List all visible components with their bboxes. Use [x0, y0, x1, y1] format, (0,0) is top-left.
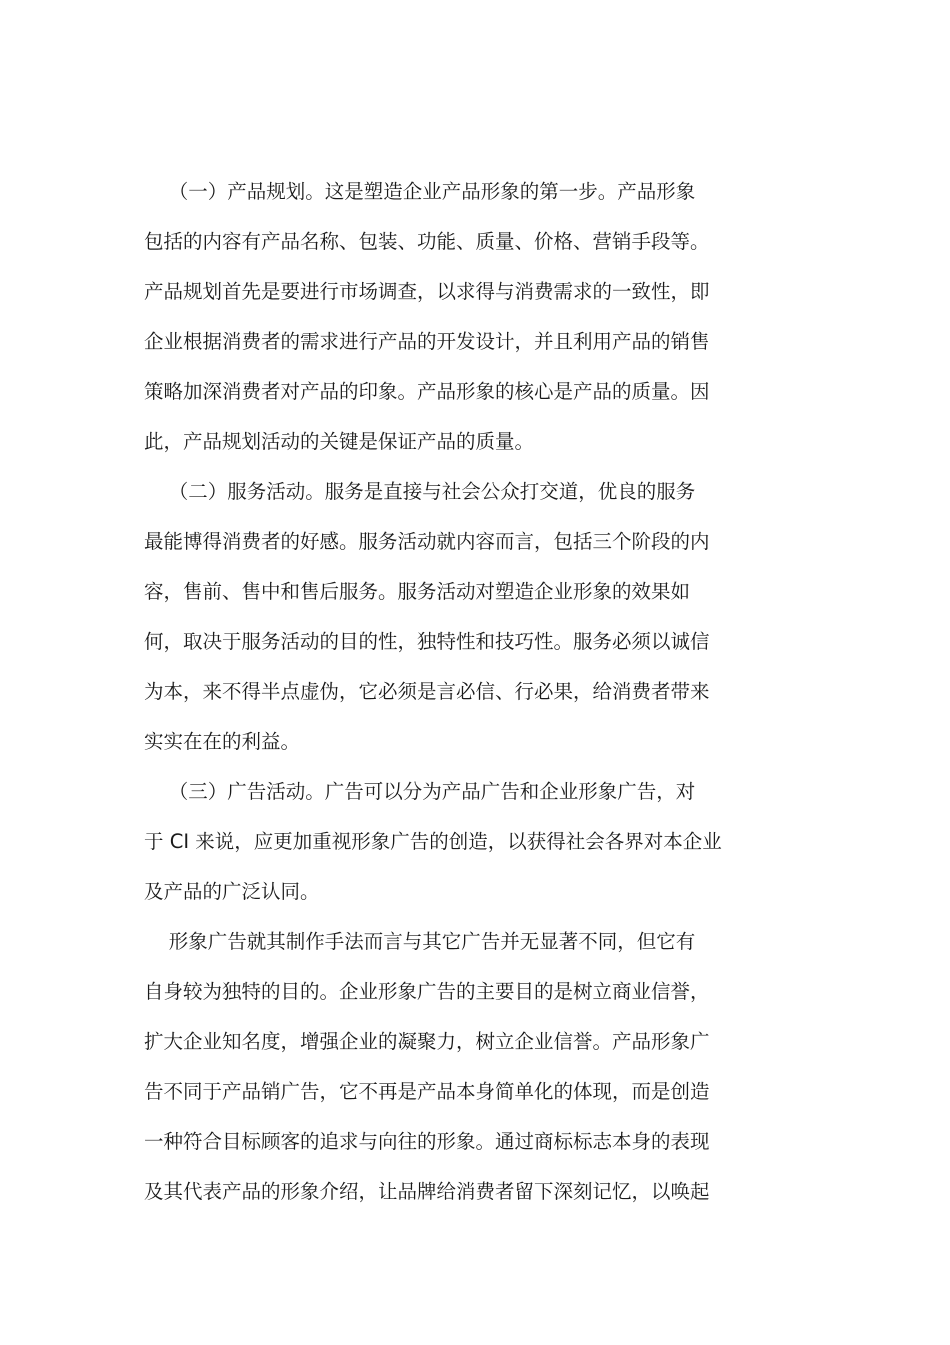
text-line: 一种符合目标顾客的追求与向往的形象。通过商标标志本身的表现	[144, 1130, 710, 1153]
text-line: （三）广告活动。广告可以分为产品广告和企业形象广告，对	[144, 780, 696, 803]
body-text	[144, 170, 784, 1220]
text-line: 何，取决于服务活动的目的性，独特性和技巧性。服务必须以诚信	[144, 630, 710, 653]
text-line: 于 CI 来说，应更加重视形象广告的创造，以获得社会各界对本企业	[144, 830, 722, 853]
text-line: （一）产品规划。这是塑造企业产品形象的第一步。产品形象	[144, 180, 696, 203]
text-line: （二）服务活动。服务是直接与社会公众打交道，优良的服务	[144, 480, 696, 503]
text-line: 自身较为独特的目的。企业形象广告的主要目的是树立商业信誉，	[144, 980, 710, 1003]
text-line: 企业根据消费者的需求进行产品的开发设计，并且利用产品的销售	[144, 330, 710, 353]
text-line: 策略加深消费者对产品的印象。产品形象的核心是产品的质量。因	[144, 380, 710, 403]
text-line: 告不同于产品销广告，它不再是产品本身简单化的体现，而是创造	[144, 1080, 710, 1103]
text-line: 容，售前、售中和售后服务。服务活动对塑造企业形象的效果如	[144, 580, 691, 603]
text-line: 产品规划首先是要进行市场调查，以求得与消费需求的一致性，即	[144, 280, 710, 303]
text-line: 为本，来不得半点虚伪，它必须是言必信、行必果，给消费者带来	[144, 680, 710, 703]
text-line: 及产品的广泛认同。	[144, 880, 320, 903]
text-line: 包括的内容有产品名称、包装、功能、质量、价格、营销手段等。	[144, 230, 710, 253]
text-line: 扩大企业知名度，增强企业的凝聚力，树立企业信誉。产品形象广	[144, 1030, 710, 1053]
text-line: 形象广告就其制作手法而言与其它广告并无显著不同，但它有	[144, 930, 696, 953]
text-line: 最能博得消费者的好感。服务活动就内容而言，包括三个阶段的内	[144, 530, 710, 553]
text-line: 实实在在的利益。	[144, 730, 301, 753]
text-line: 此，产品规划活动的关键是保证产品的质量。	[144, 430, 535, 453]
text-line: 及其代表产品的形象介绍，让品牌给消费者留下深刻记忆，以唤起	[144, 1180, 710, 1203]
